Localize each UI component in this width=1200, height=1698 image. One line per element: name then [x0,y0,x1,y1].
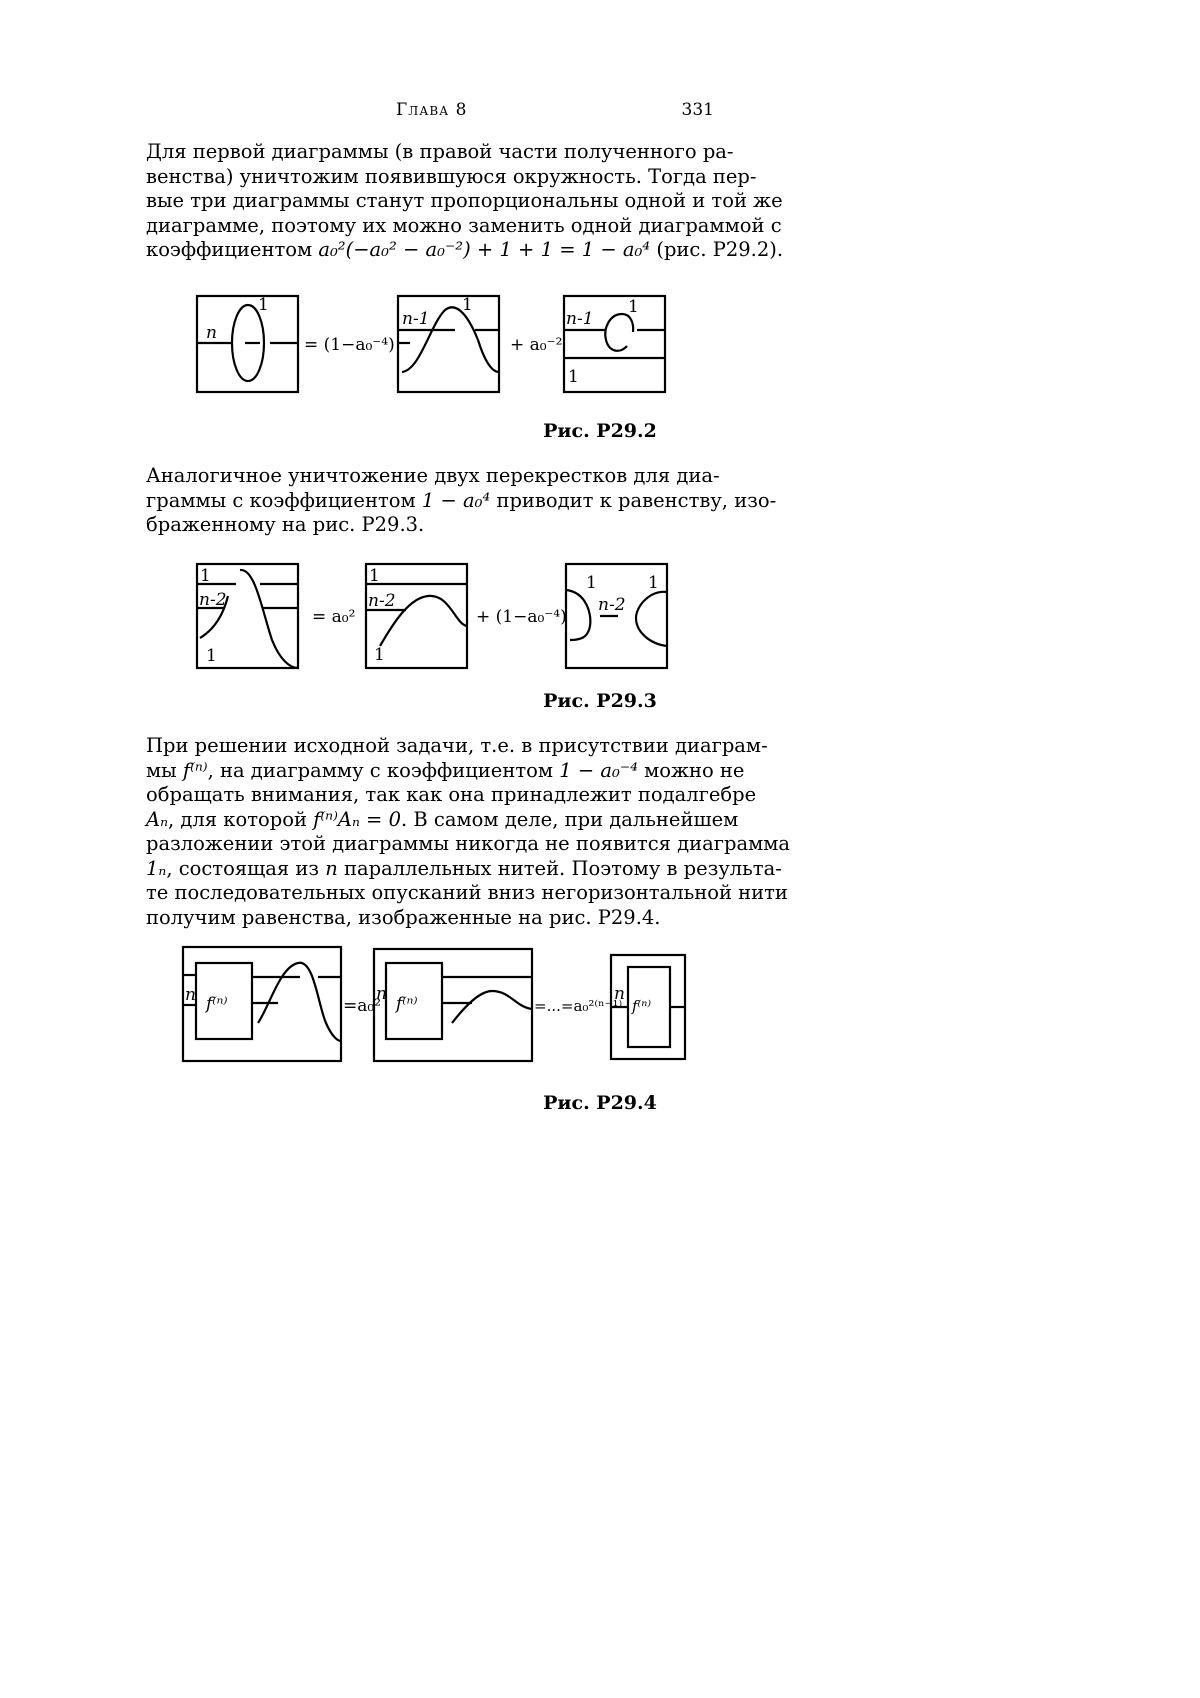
coefficient: =...=a₀²⁽ⁿ⁻¹⁾ [534,997,623,1015]
label-n: n [206,323,217,343]
figure-caption: Рис. Р29.4 [543,1092,657,1114]
text-fragment: параллельных нитей. Поэтому в результа- [337,856,782,880]
paragraph-line [146,488,777,514]
text-fragment: мы [146,758,183,782]
paragraph-line [146,758,745,784]
paragraph-line: браженному на рис. Р29.3. [146,513,425,536]
label-one: 1 [648,573,659,593]
label-n: n [376,984,387,1004]
figure-p29-3 [0,560,1200,680]
text-fragment: , состоящая из [166,856,326,880]
label-one: 1 [586,573,597,593]
figure-caption: Рис. Р29.3 [543,690,657,712]
label-f: f⁽ⁿ⁾ [206,994,228,1014]
text-fragment: приводит к равенству, изо- [490,488,777,512]
label-n-minus-2: n-2 [199,590,227,610]
text-fragment: , для которой [168,807,314,831]
label-one: 1 [258,295,269,315]
label-f: f⁽ⁿ⁾ [396,994,418,1014]
formula: f⁽ⁿ⁾Aₙ = 0 [313,807,401,831]
formula: f⁽ⁿ⁾ [182,758,208,782]
formula: 1 − a₀⁻⁴ [559,758,638,782]
coefficient: =a₀² [343,996,382,1016]
formula: Aₙ [146,807,168,831]
paragraph-line: получим равенства, изображенные на рис. Р29.4. [146,905,661,929]
paragraph-1 [146,140,784,263]
paragraph-line [146,238,784,263]
paragraph-line: диаграмме, поэтому их можно заменить одной диаграммой с [146,213,782,237]
formula: 1 − a₀⁴ [421,488,491,512]
label-n: n [614,984,625,1004]
paragraph-line: венства) уничтожим появившуюся окружность. Тогда пер- [146,164,757,188]
coefficient: = a₀² [312,607,356,627]
coefficient: + (1−a₀⁻⁴) [476,607,567,627]
paragraph-line: Для первой диаграммы (в правой части полученного ра- [146,140,734,163]
figure-caption: Рис. Р29.2 [543,420,657,442]
label-one: 1 [200,566,211,586]
label-n-minus-1: n-1 [566,309,594,329]
formula: a₀²(−a₀² − a₀⁻²) + 1 + 1 = 1 − a₀⁴ [318,238,651,261]
label-one: 1 [369,566,380,586]
paragraph-line: разложении этой диаграммы никогда не появится диаграмма [146,832,791,855]
running-header [146,100,714,126]
coefficient: = (1−a₀⁻⁴) [304,335,395,355]
text-fragment: , на диаграмму с коэффициентом [207,758,560,782]
paragraph-line: те последовательных опусканий вниз негоризонтальной нити [146,881,788,904]
label-one: 1 [206,646,217,666]
coefficient: + a₀⁻² [510,335,563,355]
text-fragment: коэффициентом [146,238,319,261]
paragraph-line: вые три диаграммы станут пропорциональны одной и той же [146,189,783,212]
formula: 1ₙ [146,856,167,880]
text-fragment: можно не [637,758,745,782]
paragraph-line: Аналогичное уничтожение двух перекрестков для диа- [146,464,720,487]
formula: n [325,856,338,880]
page-number: 331 [681,100,714,120]
text-fragment: . В самом деле, при дальнейшем [401,807,739,831]
label-n-minus-1: n-1 [402,309,430,329]
paragraph-line [146,856,782,882]
label-one: 1 [628,297,639,317]
label-one: 1 [374,645,385,665]
label-f: f⁽ⁿ⁾ [632,997,651,1015]
label-one: 1 [462,295,473,315]
chapter-title: Глава 8 [396,100,468,120]
paragraph-line: обращать внимания, так как она принадлежит подалгебре [146,783,757,806]
paragraph-2 [146,464,777,538]
figure-p29-2 [0,270,1200,400]
paragraph-line: При решении исходной задачи, т.е. в присутствии диаграм- [146,734,768,757]
label-one: 1 [568,367,579,387]
paragraph-3 [146,734,791,930]
text-fragment: (рис. Р29.2). [650,238,784,261]
paragraph-line [146,807,739,833]
label-n-minus-2: n-2 [598,595,626,615]
figure-p29-4 [0,945,1200,1075]
text-fragment: граммы с коэффициентом [146,488,422,512]
label-n-minus-2: n-2 [368,591,396,611]
label-n: n [185,985,196,1005]
